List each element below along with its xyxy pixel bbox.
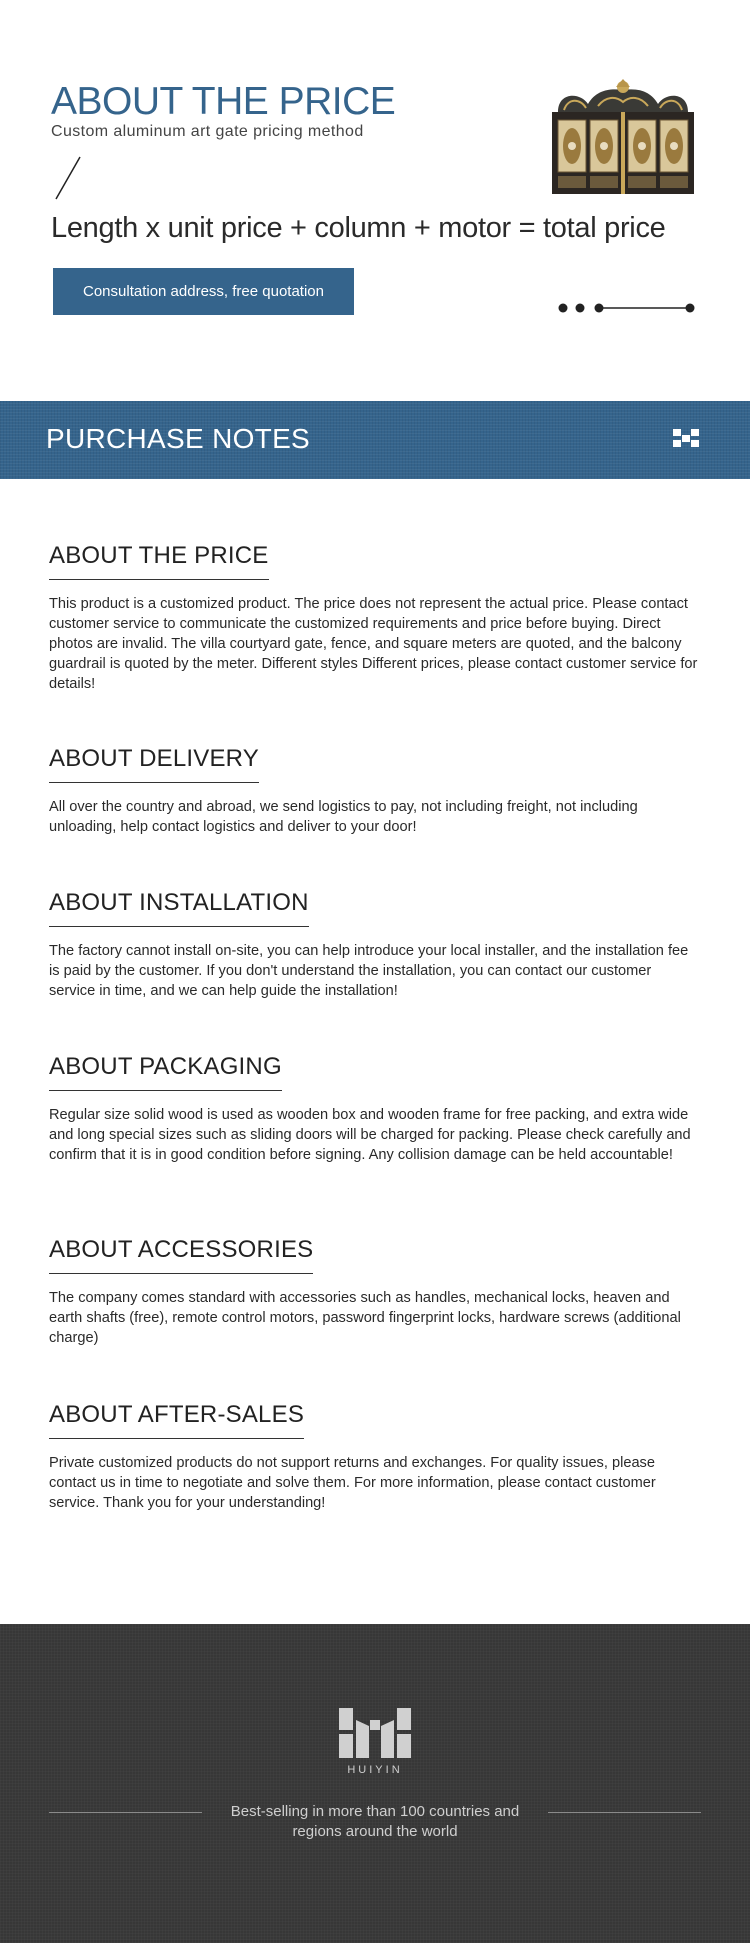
note-installation (49, 889, 701, 1001)
note-body: This product is a customized product. The price does not represent the actual price. Please contact customer service to communicate the customized requirements and price before buying. Direct photos are invalid. The villa courtyard gate, fence, and square meters are quoted, and the balcony guardrail is quoted by the meter. Different styles Different prices, please contact customer service for details! (49, 596, 698, 692)
note-body: Private customized products do not support returns and exchanges. For quality issues, please contact us in time to negotiate and solve them. For more information, please contact customer service. Thank you for your understanding! (49, 1455, 656, 1511)
indicator-dot (576, 304, 585, 313)
pricing-formula: Length x unit price + column + motor = total price (51, 212, 666, 244)
hero-subtitle: Custom aluminum art gate pricing method (51, 123, 364, 140)
checker-mark-icon (673, 429, 699, 447)
hero-section (0, 0, 750, 400)
note-heading: ABOUT DELIVERY (49, 745, 259, 783)
footer-divider (548, 1812, 701, 1813)
banner-title: PURCHASE NOTES (46, 423, 311, 454)
note-heading: ABOUT AFTER-SALES (49, 1401, 304, 1439)
note-heading: ABOUT PACKAGING (49, 1053, 282, 1091)
purchase-notes-banner (0, 401, 750, 479)
footer (0, 1624, 750, 1943)
indicator-dot (686, 304, 695, 313)
slide-indicator (558, 300, 698, 316)
note-heading: ABOUT INSTALLATION (49, 889, 309, 927)
note-heading: ABOUT THE PRICE (49, 542, 269, 580)
huiyin-logo-icon (339, 1706, 411, 1760)
note-heading: ABOUT ACCESSORIES (49, 1236, 313, 1274)
hero-title: ABOUT THE PRICE (51, 80, 396, 123)
slash-decoration-icon (54, 156, 82, 200)
note-body: The company comes standard with accessories such as handles, mechanical locks, heaven and earth shafts (free), remote control motors, password fingerprint locks, hardware screws (additional charge) (49, 1290, 681, 1346)
footer-tagline: Best-selling in more than 100 countries and regions around the world (230, 1803, 520, 1840)
note-packaging (49, 1053, 701, 1165)
footer-divider (49, 1812, 202, 1813)
note-body: Regular size solid wood is used as wooden box and wooden frame for free packing, and extra wide and long special sizes such as sliding doors will be charged for packing. Please check carefully and confirm that it is in good condition before signing. Any collision damage can be held accountable! (49, 1107, 691, 1163)
note-body: The factory cannot install on-site, you can help introduce your local installer, and the installation fee is paid by the customer. If you don't understand the installation, you can contact our customer service in time, and we can help guide the installation! (49, 943, 689, 999)
note-delivery (49, 745, 701, 837)
aluminum-gate-image (550, 78, 696, 196)
note-body: All over the country and abroad, we send logistics to pay, not including freight, not including unloading, help contact logistics and deliver to your door! (49, 799, 638, 835)
note-after-sales (49, 1401, 701, 1513)
consultation-button[interactable]: Consultation address, free quotation (53, 268, 354, 315)
indicator-dot (559, 304, 568, 313)
note-accessories (49, 1236, 701, 1348)
brand-name: HUIYIN (347, 1764, 403, 1776)
note-price (49, 542, 701, 694)
